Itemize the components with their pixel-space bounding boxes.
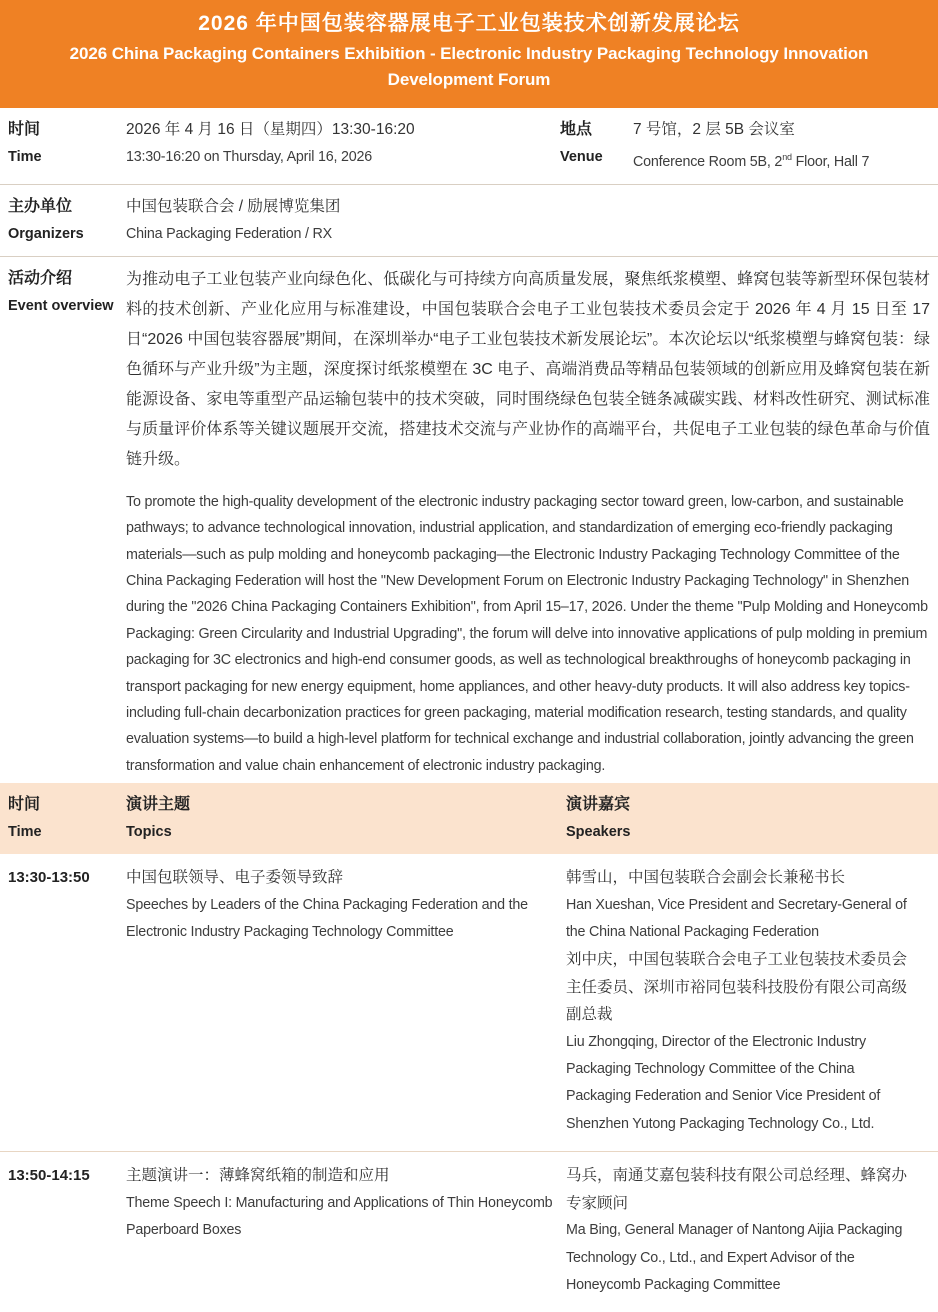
schedule-header-speakers-en: Speakers bbox=[566, 824, 631, 841]
session-time: 13:30-13:50 bbox=[8, 869, 90, 887]
overview-paragraph-en: To promote the high-quality development of the electronic industry packaging sector toward green, low-carbon, and sustainable pathways; to advance technological innovation, industrial application, and standardization of emerging eco-friendly packaging materials—such as pulp molding and honeycomb packaging—the Electronic Industry Packaging Technology Committee of the China Packaging Federation will host the "New Development Forum on Electronic Industry Packaging Technology" in Shenzhen during the "2026 China Packaging Containers Exhibition", from April 15–17, 2026. Under the theme "Pulp Molding and Honeycomb Packaging: Green Circularity and Industrial Upgrading", the forum will delve into innovative applications of pulp molding in premium packaging for 3C electronics and high-end consumer goods, as well as technological breakthroughs of honeycomb packaging in transport packaging for new energy equipment, home appliances, and other heavy-duty products. It will also address key topics-including full-chain decarbonization practices for green packaging, material modification research, testing standards, and quality evaluation systems—to build a high-level platform for technical exchange and industrial collaboration, jointly advancing the green transformation and value chain enhancement of electronic industry packaging. bbox=[126, 493, 928, 774]
session-speakers bbox=[566, 864, 930, 1138]
session-topic bbox=[126, 1162, 566, 1299]
venue-value-en-pre: Conference Room 5B, 2 bbox=[633, 153, 783, 170]
speaker-name-title-en: Ma Bing, General Manager of Nantong Aijia Packaging Technology Co., Ltd., and Expert Advisor of the Honeycomb Packaging Committee bbox=[566, 1222, 903, 1293]
overview-value bbox=[126, 265, 930, 779]
overview-label-en: Event overview bbox=[8, 297, 114, 314]
info-row-overview bbox=[0, 257, 938, 783]
overview-label bbox=[8, 265, 126, 779]
schedule-header-time-cn: 时间 bbox=[8, 796, 41, 814]
organizers-value-en: China Packaging Federation / RX bbox=[126, 225, 332, 242]
overview-label-cn: 活动介绍 bbox=[8, 269, 73, 287]
schedule-header-topics bbox=[126, 791, 566, 845]
venue-value-en bbox=[633, 144, 930, 175]
overview-paragraph-cn: 为推动电子工业包装产业向绿色化、低碳化与可持续方向高质量发展，聚焦纸浆模塑、蜂窝包装等新型环保包装材料的技术创新、产业化应用与标准建设，中国包装联合会电子工业包装技术委员会定于 2026 年 4 月 15 日至 17 日“2026 中国包装容器展”期间，在深圳举办“电子工业包装技术新发展论坛”。本次论坛以“纸浆模塑与蜂窝包装：绿色循环与产业升级”为主题，深度探讨纸浆模塑在 3C 电子、高端消费品等精品包装领域的创新应用及蜂窝包装在新能源设备、家电等重型产品运输包装中的技术突破，同时围绕绿色包装全链条减碳实践、材料改性研究、测试标准与质量评价体系等关键议题展开交流，搭建技术交流与产业协作的高端平台，共促电子工业包装的绿色革命与价值链升级。 bbox=[126, 270, 930, 468]
venue-label bbox=[560, 116, 633, 175]
speaker-name-title-cn: 马兵，南通艾嘉包装科技有限公司总经理、蜂窝办专家顾问 bbox=[566, 1167, 908, 1212]
organizers-label-cn: 主办单位 bbox=[8, 197, 73, 215]
time-label bbox=[8, 116, 126, 175]
schedule-header-speakers-cn: 演讲嘉宾 bbox=[566, 796, 631, 814]
schedule-header bbox=[0, 783, 938, 854]
organizers-value-cn: 中国包装联合会 / 励展博览集团 bbox=[126, 197, 341, 215]
time-value-cn: 2026 年 4 月 16 日（星期四）13:30-16:20 bbox=[126, 121, 415, 138]
schedule-row-theme-speech-1 bbox=[0, 1152, 938, 1312]
schedule-header-time-en: Time bbox=[8, 824, 42, 841]
venue-label-cn: 地点 bbox=[560, 121, 593, 138]
session-topic-cn: 中国包联领导、电子委领导致辞 bbox=[126, 869, 344, 887]
schedule-header-topics-en: Topics bbox=[126, 824, 172, 841]
speaker-name-title-cn: 刘中庆，中国包装联合会电子工业包装技术委员会主任委员、深圳市裕同包装科技股份有限公司高级副总裁 bbox=[566, 951, 908, 1024]
time-value bbox=[126, 116, 560, 175]
forum-banner bbox=[0, 0, 938, 108]
time-value-en: 13:30-16:20 on Thursday, April 16, 2026 bbox=[126, 149, 373, 165]
venue-value-en-post: Floor, Hall 7 bbox=[791, 153, 870, 170]
organizers-label bbox=[8, 193, 126, 247]
session-speakers bbox=[566, 1162, 930, 1299]
forum-title-en: 2026 China Packaging Containers Exhibition - Electronic Industry Packaging Technology Innovation Development Forum bbox=[69, 44, 869, 89]
time-label-en: Time bbox=[8, 149, 42, 165]
schedule-header-topics-cn: 演讲主题 bbox=[126, 796, 191, 814]
speaker-name-title-cn: 韩雪山，中国包装联合会副会长兼秘书长 bbox=[566, 869, 846, 887]
organizers-label-en: Organizers bbox=[8, 225, 84, 242]
schedule-header-speakers bbox=[566, 791, 930, 845]
forum-title-cn: 2026 年中国包装容器展电子工业包装技术创新发展论坛 bbox=[198, 12, 740, 35]
time-label-cn: 时间 bbox=[8, 121, 41, 138]
session-topic-en: Speeches by Leaders of the China Packaging Federation and the Electronic Industry Packaging Technology Committee bbox=[126, 896, 528, 941]
organizers-value bbox=[126, 193, 930, 247]
schedule-row-opening-speeches bbox=[0, 854, 938, 1152]
session-topic-en: Theme Speech I: Manufacturing and Applications of Thin Honeycomb Paperboard Boxes bbox=[126, 1194, 553, 1239]
venue-label-en: Venue bbox=[560, 149, 603, 165]
speaker-name-title-en: Han Xueshan, Vice President and Secretary-General of the China National Packaging Federation bbox=[566, 896, 907, 941]
venue-value-en-ordinal: nd bbox=[782, 152, 792, 162]
session-time: 13:50-14:15 bbox=[8, 1167, 90, 1185]
session-topic-cn: 主题演讲一：薄蜂窝纸箱的制造和应用 bbox=[126, 1167, 390, 1185]
speaker-name-title-en: Liu Zhongqing, Director of the Electronic Industry Packaging Technology Committee of the China Packaging Federation and Senior Vice President of Shenzhen Yutong Packaging Technology Co., Ltd. bbox=[566, 1033, 881, 1132]
info-row-time-venue bbox=[0, 108, 938, 185]
schedule-header-time bbox=[8, 791, 126, 845]
session-topic bbox=[126, 864, 566, 1138]
venue-value bbox=[633, 116, 930, 175]
info-row-organizers bbox=[0, 185, 938, 257]
venue-value-cn: 7 号馆，2 层 5B 会议室 bbox=[633, 121, 795, 138]
